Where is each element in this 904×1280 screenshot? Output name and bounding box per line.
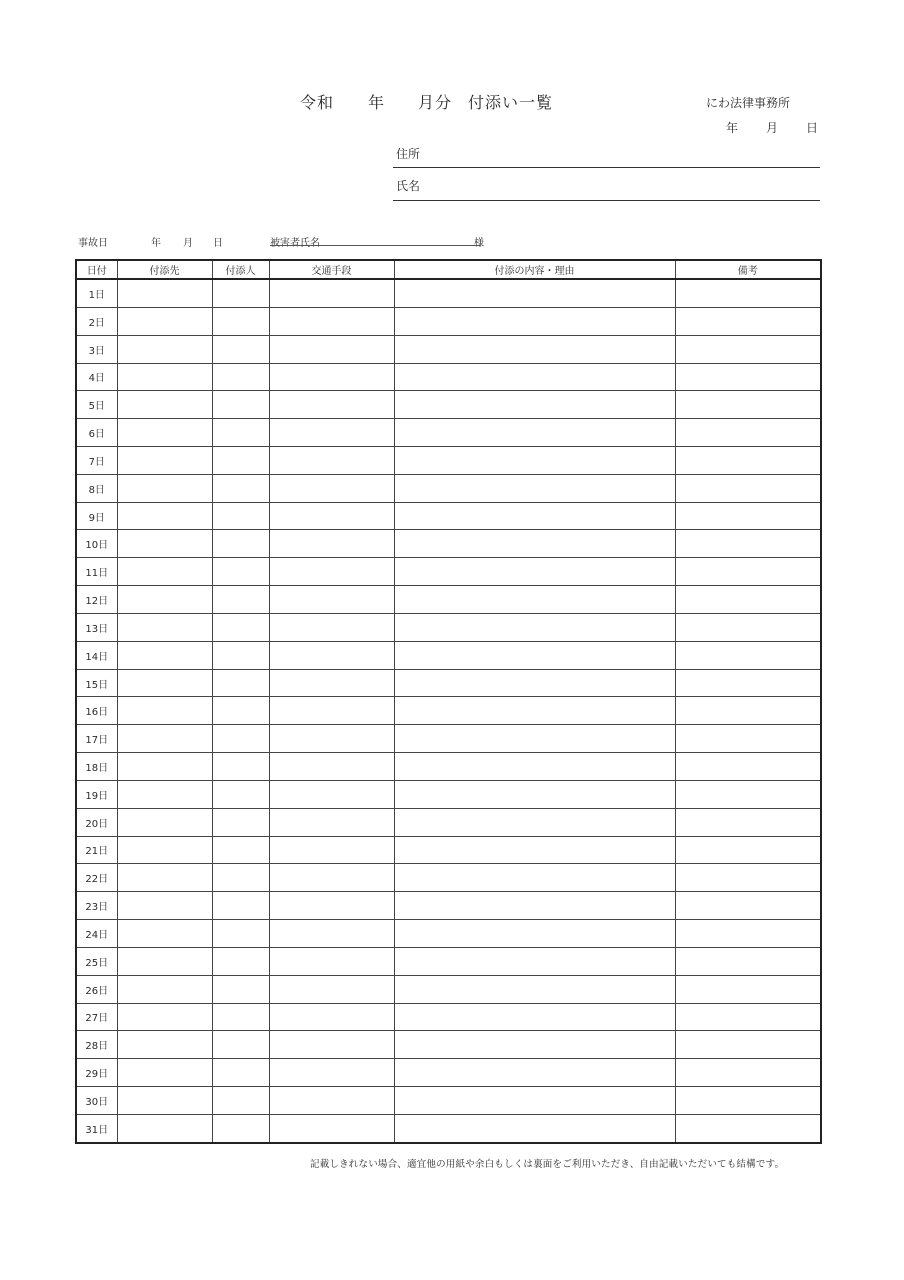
attendant-cell[interactable] xyxy=(212,780,269,808)
attendant-cell[interactable] xyxy=(212,1003,269,1031)
attendant-cell[interactable] xyxy=(212,725,269,753)
remarks-cell[interactable] xyxy=(675,947,821,975)
destination-cell[interactable] xyxy=(117,780,212,808)
day-label: 8日 xyxy=(76,474,117,502)
attendant-cell[interactable] xyxy=(212,558,269,586)
table-row xyxy=(76,586,821,614)
details-cell[interactable] xyxy=(394,725,675,753)
details-cell[interactable] xyxy=(394,335,675,363)
table-row xyxy=(76,1114,821,1143)
day-label: 6日 xyxy=(76,419,117,447)
remarks-cell[interactable] xyxy=(675,669,821,697)
column-header-attendant: 付添人 xyxy=(212,260,269,279)
remarks-cell[interactable] xyxy=(675,1114,821,1143)
details-cell[interactable] xyxy=(394,864,675,892)
transport-cell[interactable] xyxy=(269,1031,394,1059)
day-label: 4日 xyxy=(76,363,117,391)
details-cell[interactable] xyxy=(394,446,675,474)
details-cell[interactable] xyxy=(394,892,675,920)
transport-cell[interactable] xyxy=(269,446,394,474)
table-row xyxy=(76,391,821,419)
details-cell[interactable] xyxy=(394,530,675,558)
destination-cell[interactable] xyxy=(117,641,212,669)
day-label: 3日 xyxy=(76,335,117,363)
destination-cell[interactable] xyxy=(117,558,212,586)
attendant-cell[interactable] xyxy=(212,641,269,669)
victim-name-field[interactable] xyxy=(270,245,480,246)
details-cell[interactable] xyxy=(394,836,675,864)
attendant-cell[interactable] xyxy=(212,836,269,864)
attendant-cell[interactable] xyxy=(212,613,269,641)
details-cell[interactable] xyxy=(394,641,675,669)
remarks-cell[interactable] xyxy=(675,586,821,614)
name-label: 氏名 xyxy=(396,179,421,193)
day-label: 25日 xyxy=(76,947,117,975)
destination-cell[interactable] xyxy=(117,530,212,558)
details-cell[interactable] xyxy=(394,780,675,808)
table-row xyxy=(76,558,821,586)
day-label: 24日 xyxy=(76,920,117,948)
destination-cell[interactable] xyxy=(117,753,212,781)
day-label: 9日 xyxy=(76,502,117,530)
attendance-log-table xyxy=(75,259,822,1144)
destination-cell[interactable] xyxy=(117,474,212,502)
destination-cell[interactable] xyxy=(117,864,212,892)
transport-cell[interactable] xyxy=(269,808,394,836)
remarks-cell[interactable] xyxy=(675,836,821,864)
column-header-transport: 交通手段 xyxy=(269,260,394,279)
table-row xyxy=(76,864,821,892)
day-label: 18日 xyxy=(76,753,117,781)
transport-cell[interactable] xyxy=(269,1059,394,1087)
table-row xyxy=(76,669,821,697)
destination-cell[interactable] xyxy=(117,920,212,948)
destination-cell[interactable] xyxy=(117,446,212,474)
details-cell[interactable] xyxy=(394,697,675,725)
destination-cell[interactable] xyxy=(117,947,212,975)
remarks-cell[interactable] xyxy=(675,1003,821,1031)
destination-cell[interactable] xyxy=(117,892,212,920)
details-cell[interactable] xyxy=(394,808,675,836)
details-cell[interactable] xyxy=(394,753,675,781)
accident-date-label: 事故日 xyxy=(78,238,108,249)
table-row xyxy=(76,780,821,808)
details-cell[interactable] xyxy=(394,558,675,586)
table-row xyxy=(76,446,821,474)
table-row xyxy=(76,975,821,1003)
remarks-cell[interactable] xyxy=(675,335,821,363)
remarks-cell[interactable] xyxy=(675,613,821,641)
details-cell[interactable] xyxy=(394,1059,675,1087)
remarks-cell[interactable] xyxy=(675,391,821,419)
remarks-cell[interactable] xyxy=(675,1087,821,1115)
title-month: 月分 xyxy=(418,93,453,112)
destination-cell[interactable] xyxy=(117,697,212,725)
day-label: 31日 xyxy=(76,1114,117,1143)
destination-cell[interactable] xyxy=(117,335,212,363)
attendant-cell[interactable] xyxy=(212,892,269,920)
table-row xyxy=(76,335,821,363)
details-cell[interactable] xyxy=(394,975,675,1003)
destination-cell[interactable] xyxy=(117,975,212,1003)
title-heading: 付添い一覧 xyxy=(468,93,554,112)
details-cell[interactable] xyxy=(394,307,675,335)
attendant-cell[interactable] xyxy=(212,335,269,363)
day-label: 21日 xyxy=(76,836,117,864)
column-header-destination: 付添先 xyxy=(117,260,212,279)
attendant-cell[interactable] xyxy=(212,975,269,1003)
transport-cell[interactable] xyxy=(269,725,394,753)
destination-cell[interactable] xyxy=(117,586,212,614)
table-row xyxy=(76,725,821,753)
transport-cell[interactable] xyxy=(269,419,394,447)
remarks-cell[interactable] xyxy=(675,725,821,753)
attendant-cell[interactable] xyxy=(212,753,269,781)
table-row xyxy=(76,753,821,781)
attendant-cell[interactable] xyxy=(212,1114,269,1143)
attendant-cell[interactable] xyxy=(212,947,269,975)
address-label: 住所 xyxy=(396,147,421,161)
destination-cell[interactable] xyxy=(117,725,212,753)
table-row xyxy=(76,697,821,725)
details-cell[interactable] xyxy=(394,1003,675,1031)
accident-year-unit: 年 xyxy=(151,238,161,249)
attendant-cell[interactable] xyxy=(212,419,269,447)
day-label: 7日 xyxy=(76,446,117,474)
attendant-cell[interactable] xyxy=(212,446,269,474)
remarks-cell[interactable] xyxy=(675,363,821,391)
table-row xyxy=(76,474,821,502)
day-label: 12日 xyxy=(76,586,117,614)
attendant-cell[interactable] xyxy=(212,363,269,391)
remarks-cell[interactable] xyxy=(675,892,821,920)
destination-cell[interactable] xyxy=(117,502,212,530)
attendant-cell[interactable] xyxy=(212,474,269,502)
attendant-cell[interactable] xyxy=(212,669,269,697)
table-row xyxy=(76,947,821,975)
table-header-row xyxy=(76,260,821,279)
table-row xyxy=(76,530,821,558)
day-label: 20日 xyxy=(76,808,117,836)
firm-name: にわ法律事務所 xyxy=(706,96,791,110)
transport-cell[interactable] xyxy=(269,558,394,586)
title-era: 令和 xyxy=(300,93,335,112)
details-cell[interactable] xyxy=(394,1114,675,1143)
table-row xyxy=(76,307,821,335)
transport-cell[interactable] xyxy=(269,975,394,1003)
transport-cell[interactable] xyxy=(269,669,394,697)
attendant-cell[interactable] xyxy=(212,586,269,614)
transport-cell[interactable] xyxy=(269,279,394,307)
remarks-cell[interactable] xyxy=(675,808,821,836)
destination-cell[interactable] xyxy=(117,363,212,391)
remarks-cell[interactable] xyxy=(675,753,821,781)
details-cell[interactable] xyxy=(394,1087,675,1115)
transport-cell[interactable] xyxy=(269,1003,394,1031)
transport-cell[interactable] xyxy=(269,641,394,669)
attendant-cell[interactable] xyxy=(212,808,269,836)
address-field[interactable] xyxy=(393,167,820,168)
column-header-date: 日付 xyxy=(76,260,117,279)
details-cell[interactable] xyxy=(394,391,675,419)
remarks-cell[interactable] xyxy=(675,975,821,1003)
remarks-cell[interactable] xyxy=(675,419,821,447)
attendant-cell[interactable] xyxy=(212,1087,269,1115)
transport-cell[interactable] xyxy=(269,780,394,808)
details-cell[interactable] xyxy=(394,474,675,502)
day-label: 27日 xyxy=(76,1003,117,1031)
remarks-cell[interactable] xyxy=(675,558,821,586)
victim-honorific: 様 xyxy=(474,238,484,249)
transport-cell[interactable] xyxy=(269,864,394,892)
transport-cell[interactable] xyxy=(269,613,394,641)
table-row xyxy=(76,613,821,641)
title-year: 年 xyxy=(368,93,386,112)
remarks-cell[interactable] xyxy=(675,446,821,474)
table-row xyxy=(76,502,821,530)
table-row xyxy=(76,1059,821,1087)
attendant-cell[interactable] xyxy=(212,697,269,725)
transport-cell[interactable] xyxy=(269,307,394,335)
day-label: 10日 xyxy=(76,530,117,558)
remarks-cell[interactable] xyxy=(675,780,821,808)
remarks-cell[interactable] xyxy=(675,1059,821,1087)
destination-cell[interactable] xyxy=(117,1114,212,1143)
day-label: 17日 xyxy=(76,725,117,753)
table-row xyxy=(76,836,821,864)
victim-name-label: 被害者氏名 xyxy=(270,238,320,249)
details-cell[interactable] xyxy=(394,613,675,641)
destination-cell[interactable] xyxy=(117,391,212,419)
day-label: 5日 xyxy=(76,391,117,419)
table-row xyxy=(76,920,821,948)
destination-cell[interactable] xyxy=(117,419,212,447)
transport-cell[interactable] xyxy=(269,892,394,920)
transport-cell[interactable] xyxy=(269,530,394,558)
day-label: 19日 xyxy=(76,780,117,808)
transport-cell[interactable] xyxy=(269,753,394,781)
attendant-cell[interactable] xyxy=(212,502,269,530)
remarks-cell[interactable] xyxy=(675,920,821,948)
date-day-label: 日 xyxy=(806,121,819,135)
details-cell[interactable] xyxy=(394,947,675,975)
remarks-cell[interactable] xyxy=(675,474,821,502)
attendant-cell[interactable] xyxy=(212,530,269,558)
date-year-label: 年 xyxy=(726,121,739,135)
day-label: 2日 xyxy=(76,307,117,335)
day-label: 30日 xyxy=(76,1087,117,1115)
details-cell[interactable] xyxy=(394,920,675,948)
transport-cell[interactable] xyxy=(269,947,394,975)
day-label: 15日 xyxy=(76,669,117,697)
table-body xyxy=(76,279,821,1143)
transport-cell[interactable] xyxy=(269,586,394,614)
destination-cell[interactable] xyxy=(117,1031,212,1059)
table-row xyxy=(76,1031,821,1059)
transport-cell[interactable] xyxy=(269,363,394,391)
remarks-cell[interactable] xyxy=(675,307,821,335)
accident-day-unit: 日 xyxy=(213,238,223,249)
attendant-cell[interactable] xyxy=(212,1059,269,1087)
destination-cell[interactable] xyxy=(117,836,212,864)
transport-cell[interactable] xyxy=(269,1114,394,1143)
day-label: 29日 xyxy=(76,1059,117,1087)
table-row xyxy=(76,1003,821,1031)
remarks-cell[interactable] xyxy=(675,530,821,558)
attendant-cell[interactable] xyxy=(212,1031,269,1059)
day-label: 14日 xyxy=(76,641,117,669)
details-cell[interactable] xyxy=(394,363,675,391)
table-row xyxy=(76,808,821,836)
transport-cell[interactable] xyxy=(269,1087,394,1115)
attendant-cell[interactable] xyxy=(212,279,269,307)
remarks-cell[interactable] xyxy=(675,502,821,530)
day-label: 23日 xyxy=(76,892,117,920)
table-row xyxy=(76,419,821,447)
remarks-cell[interactable] xyxy=(675,697,821,725)
transport-cell[interactable] xyxy=(269,920,394,948)
transport-cell[interactable] xyxy=(269,391,394,419)
table-row xyxy=(76,641,821,669)
transport-cell[interactable] xyxy=(269,697,394,725)
details-cell[interactable] xyxy=(394,419,675,447)
destination-cell[interactable] xyxy=(117,669,212,697)
destination-cell[interactable] xyxy=(117,1003,212,1031)
details-cell[interactable] xyxy=(394,279,675,307)
destination-cell[interactable] xyxy=(117,1059,212,1087)
destination-cell[interactable] xyxy=(117,279,212,307)
attendant-cell[interactable] xyxy=(212,307,269,335)
name-field[interactable] xyxy=(393,200,820,201)
day-label: 11日 xyxy=(76,558,117,586)
table-row xyxy=(76,892,821,920)
destination-cell[interactable] xyxy=(117,1087,212,1115)
date-month-label: 月 xyxy=(766,121,779,135)
accident-month-unit: 月 xyxy=(183,238,193,249)
day-label: 28日 xyxy=(76,1031,117,1059)
remarks-cell[interactable] xyxy=(675,864,821,892)
day-label: 22日 xyxy=(76,864,117,892)
destination-cell[interactable] xyxy=(117,613,212,641)
remarks-cell[interactable] xyxy=(675,641,821,669)
remarks-cell[interactable] xyxy=(675,279,821,307)
table-row xyxy=(76,279,821,307)
column-header-remarks: 備考 xyxy=(675,260,821,279)
transport-cell[interactable] xyxy=(269,335,394,363)
transport-cell[interactable] xyxy=(269,836,394,864)
column-header-details: 付添の内容・理由 xyxy=(394,260,675,279)
attendant-cell[interactable] xyxy=(212,920,269,948)
attendant-cell[interactable] xyxy=(212,864,269,892)
details-cell[interactable] xyxy=(394,1031,675,1059)
remarks-cell[interactable] xyxy=(675,1031,821,1059)
day-label: 26日 xyxy=(76,975,117,1003)
details-cell[interactable] xyxy=(394,669,675,697)
footer-note: 記載しきれない場合、適宜他の用紙や余白もしくは裏面をご利用いただき、自由記載いただいても結構です。 xyxy=(310,1159,785,1170)
transport-cell[interactable] xyxy=(269,474,394,502)
details-cell[interactable] xyxy=(394,502,675,530)
day-label: 13日 xyxy=(76,613,117,641)
transport-cell[interactable] xyxy=(269,502,394,530)
day-label: 16日 xyxy=(76,697,117,725)
destination-cell[interactable] xyxy=(117,808,212,836)
day-label: 1日 xyxy=(76,279,117,307)
table-row xyxy=(76,1087,821,1115)
table-row xyxy=(76,363,821,391)
attendant-cell[interactable] xyxy=(212,391,269,419)
destination-cell[interactable] xyxy=(117,307,212,335)
details-cell[interactable] xyxy=(394,586,675,614)
